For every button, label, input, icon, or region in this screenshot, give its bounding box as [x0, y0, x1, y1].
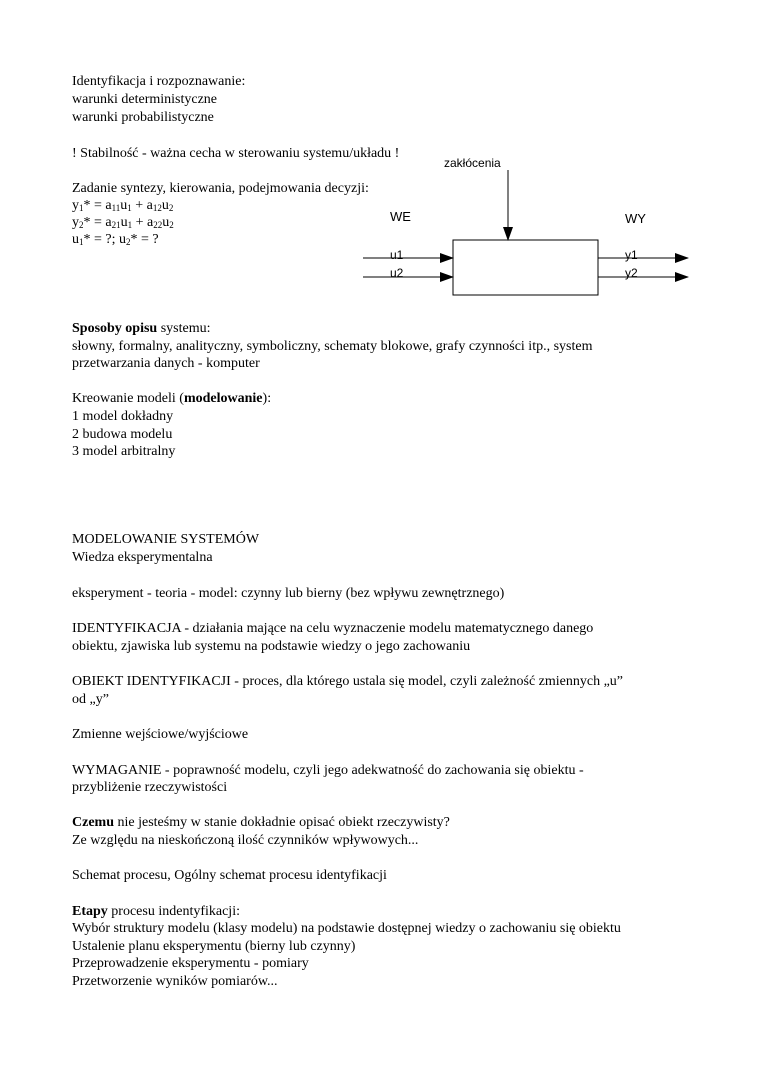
synthesis-heading: Zadanie syntezy, kierowania, podejmowania decyzji:	[72, 181, 369, 196]
section-title: MODELOWANIE SYSTEMÓW	[72, 532, 260, 547]
identification-line-1: IDENTYFIKACJA - działania mające na celu wyznaczenie modelu matematycznego danego	[72, 621, 594, 636]
experiment-line: eksperyment - teoria - model: czynny lub bierny (bez wpływu zewnętrznego)	[72, 586, 505, 601]
section-subtitle: Wiedza eksperymentalna	[72, 550, 213, 565]
stages-heading: Etapy procesu indentyfikacji:	[72, 904, 240, 919]
modeling-item: 1 model dokładny	[72, 409, 174, 424]
intro-line-1: Identyfikacja i rozpoznawanie:	[72, 74, 246, 89]
why-question: Czemu nie jesteśmy w stanie dokładnie opisać obiekt rzeczywisty?	[72, 815, 450, 830]
stage-item: Przetworzenie wyników pomiarów...	[72, 974, 278, 989]
stage-item: Ustalenie planu eksperymentu (bierny lub czynny)	[72, 939, 356, 954]
system-block	[453, 240, 598, 295]
object-line-1: OBIEKT IDENTYFIKACJI - proces, dla którego ustala się model, czyli zależność zmiennych „u”	[72, 674, 624, 689]
intro-line-2: warunki deterministyczne	[72, 92, 218, 107]
object-line-2: od „y”	[72, 692, 109, 707]
equation-y2: $y_2* = a_{21}u_1 + a_{22}u_2$	[72, 215, 174, 230]
description-line-2: słowny, formalny, analityczny, symboliczny, schematy blokowe, grafy czynności itp., system	[72, 339, 593, 354]
disturbance-label: zakłócenia	[444, 156, 501, 170]
identification-line-2: obiektu, zjawiska lub systemu na podstawie wiedzy o jego zachowaniu	[72, 639, 471, 654]
modeling-heading: Kreowanie modeli (modelowanie):	[72, 391, 272, 406]
stage-item: Przeprowadzenie eksperymentu - pomiary	[72, 956, 309, 971]
schema-line: Schemat procesu, Ogólny schemat procesu identyfikacji	[72, 868, 387, 883]
description-heading: Sposoby opisu systemu:	[72, 321, 211, 336]
modeling-item: 3 model arbitralny	[72, 444, 176, 459]
output-label-y1: y1	[625, 248, 638, 262]
input-header: WE	[390, 209, 411, 224]
stage-item: Wybór struktury modelu (klasy modelu) na podstawie dostępnej wiedzy o zachowaniu się obiektu	[72, 921, 621, 936]
why-answer: Ze względu na nieskończoną ilość czynników wpływowych...	[72, 833, 419, 848]
equation-unknowns: $u_1*$ = ?; $u_2*$ = ?	[72, 232, 159, 247]
description-line-3: przetwarzania danych - komputer	[72, 356, 260, 371]
variables-line: Zmienne wejściowe/wyjściowe	[72, 727, 249, 742]
input-label-u2: u2	[390, 266, 404, 280]
requirement-line-2: przybliżenie rzeczywistości	[72, 780, 228, 795]
input-label-u1: u1	[390, 248, 404, 262]
output-header: WY	[625, 211, 646, 226]
requirement-line-1: WYMAGANIE - poprawność modelu, czyli jego adekwatność do zachowania się obiektu -	[72, 763, 584, 778]
block-diagram	[355, 165, 695, 305]
modeling-item: 2 budowa modelu	[72, 427, 173, 442]
stability-note: ! Stabilność - ważna cecha w sterowaniu systemu/układu !	[72, 146, 400, 161]
output-label-y2: y2	[625, 266, 638, 280]
intro-line-3: warunki probabilistyczne	[72, 110, 214, 125]
equation-y1: $y_1* = a_{11}u_1 + a_{12}u_2$	[72, 198, 174, 213]
